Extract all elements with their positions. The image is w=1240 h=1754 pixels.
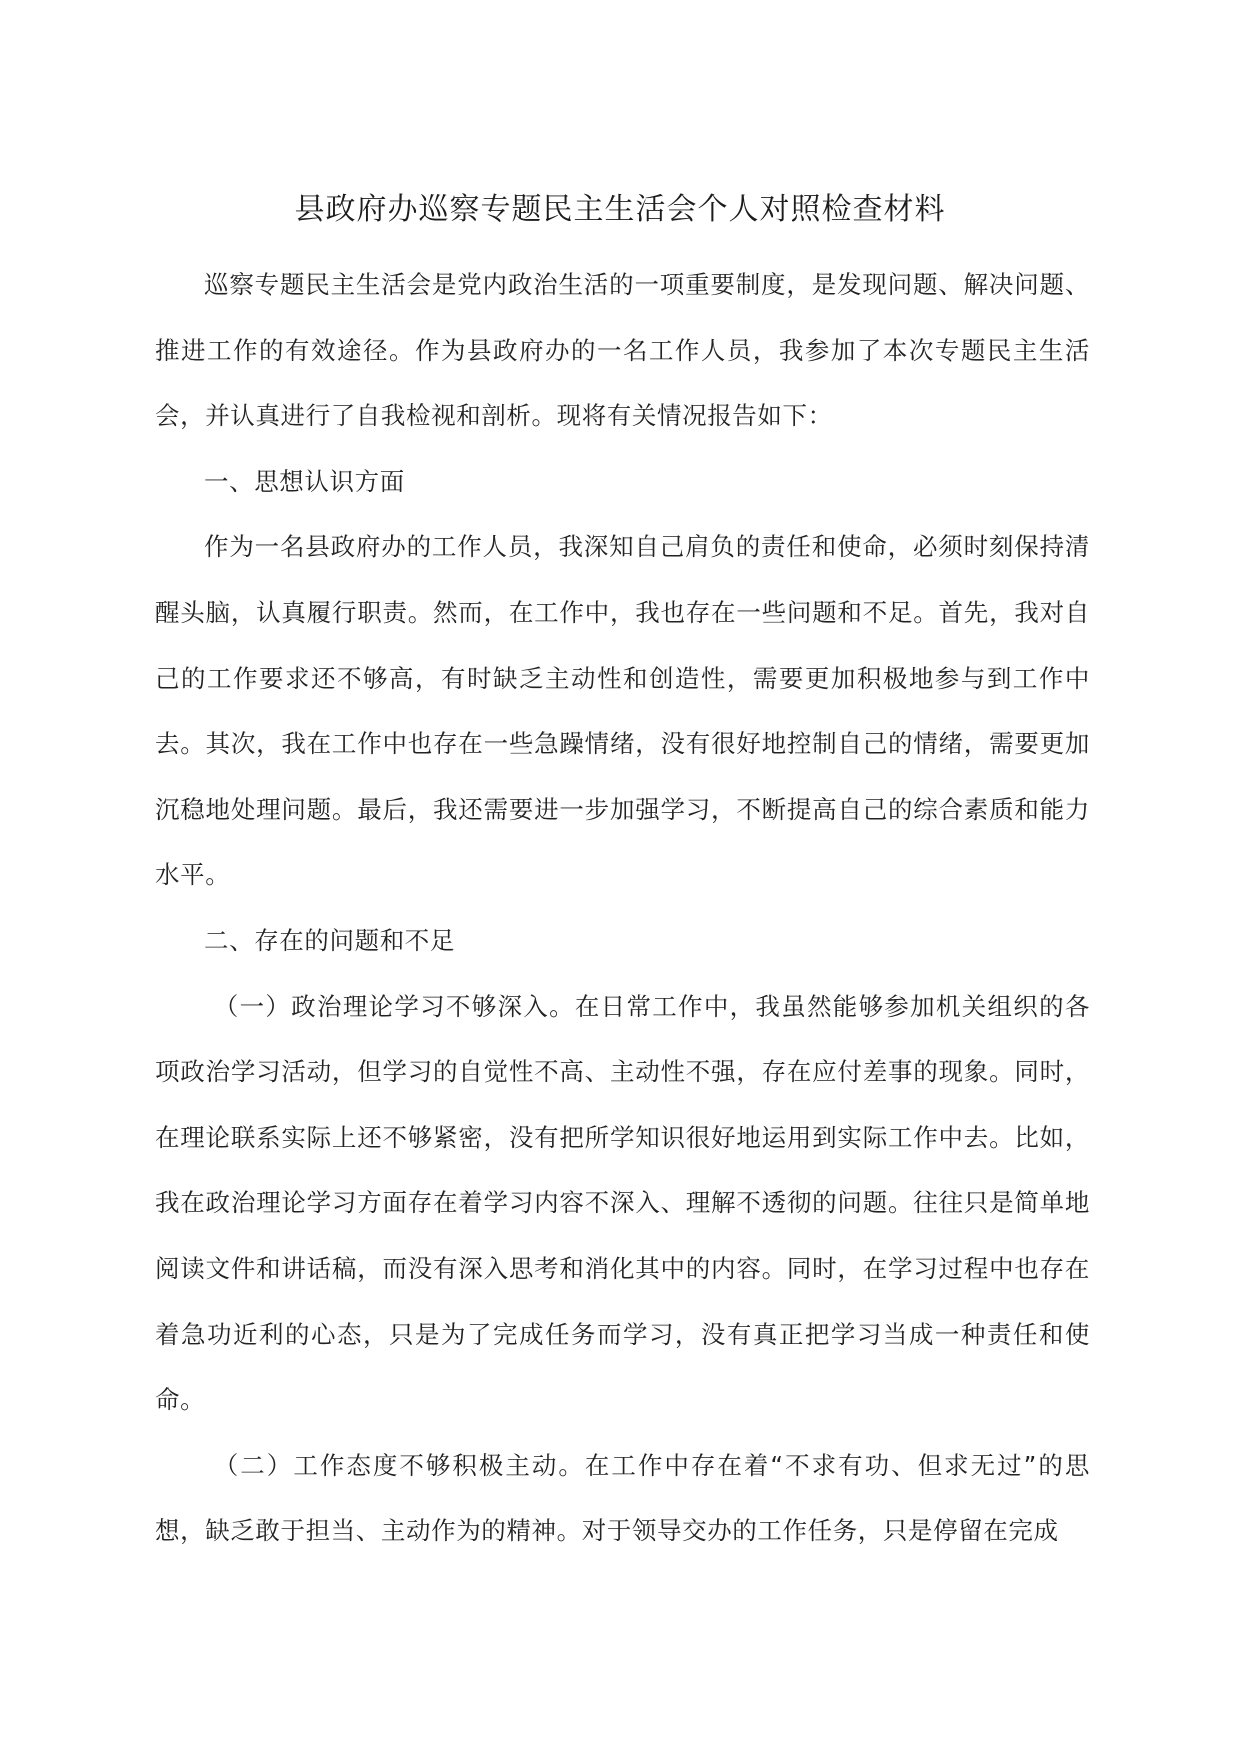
section-1-paragraph: 作为一名县政府办的工作人员，我深知自己肩负的责任和使命，必须时刻保持清醒头脑，认真履行职责。然而，在工作中，我也存在一些问题和不足。首先，我对自己的工作要求还不够高，有时缺乏主动性和创造性，需要更加积极地参与到工作中去。其次，我在工作中也存在一些急躁情绪，没有很好地控制自己的情绪，需要更加沉稳地处理问题。最后，我还需要进一步加强学习，不断提高自己的综合素质和能力水平。 bbox=[155, 532, 1090, 890]
document-title: 县政府办巡察专题民主生活会个人对照检查材料 bbox=[294, 192, 946, 227]
subsection-1-paragraph: （一）政治理论学习不够深入。在日常工作中，我虽然能够参加机关组织的各项政治学习活动，但学习的自觉性不高、主动性不强，存在应付差事的现象。同时，在理论联系实际上还不够紧密，没有把所学知识很好地运用到实际工作中去。比如，我在政治理论学习方面存在着学习内容不深入、理解不透彻的问题。往往只是简单地阅读文件和讲话稿，而没有深入思考和消化其中的内容。同时，在学习过程中也存在着急功近利的心态，只是为了完成任务而学习，没有真正把学习当成一种责任和使命。 bbox=[155, 991, 1090, 1415]
document-body bbox=[155, 252, 1090, 1564]
subsection-2-paragraph: （二）工作态度不够积极主动。在工作中存在着“不求有功、但求无过”的思想，缺乏敢于担当、主动作为的精神。对于领导交办的工作任务，只是停留在完成 bbox=[155, 1450, 1090, 1546]
intro-paragraph: 巡察专题民主生活会是党内政治生活的一项重要制度，是发现问题、解决问题、推进工作的有效途径。作为县政府办的一名工作人员，我参加了本次专题民主生活会，并认真进行了自我检视和剖析。现将有关情况报告如下： bbox=[155, 270, 1090, 431]
section-heading-1: 一、思想认识方面 bbox=[204, 466, 405, 496]
section-heading-2: 二、存在的问题和不足 bbox=[204, 925, 455, 955]
